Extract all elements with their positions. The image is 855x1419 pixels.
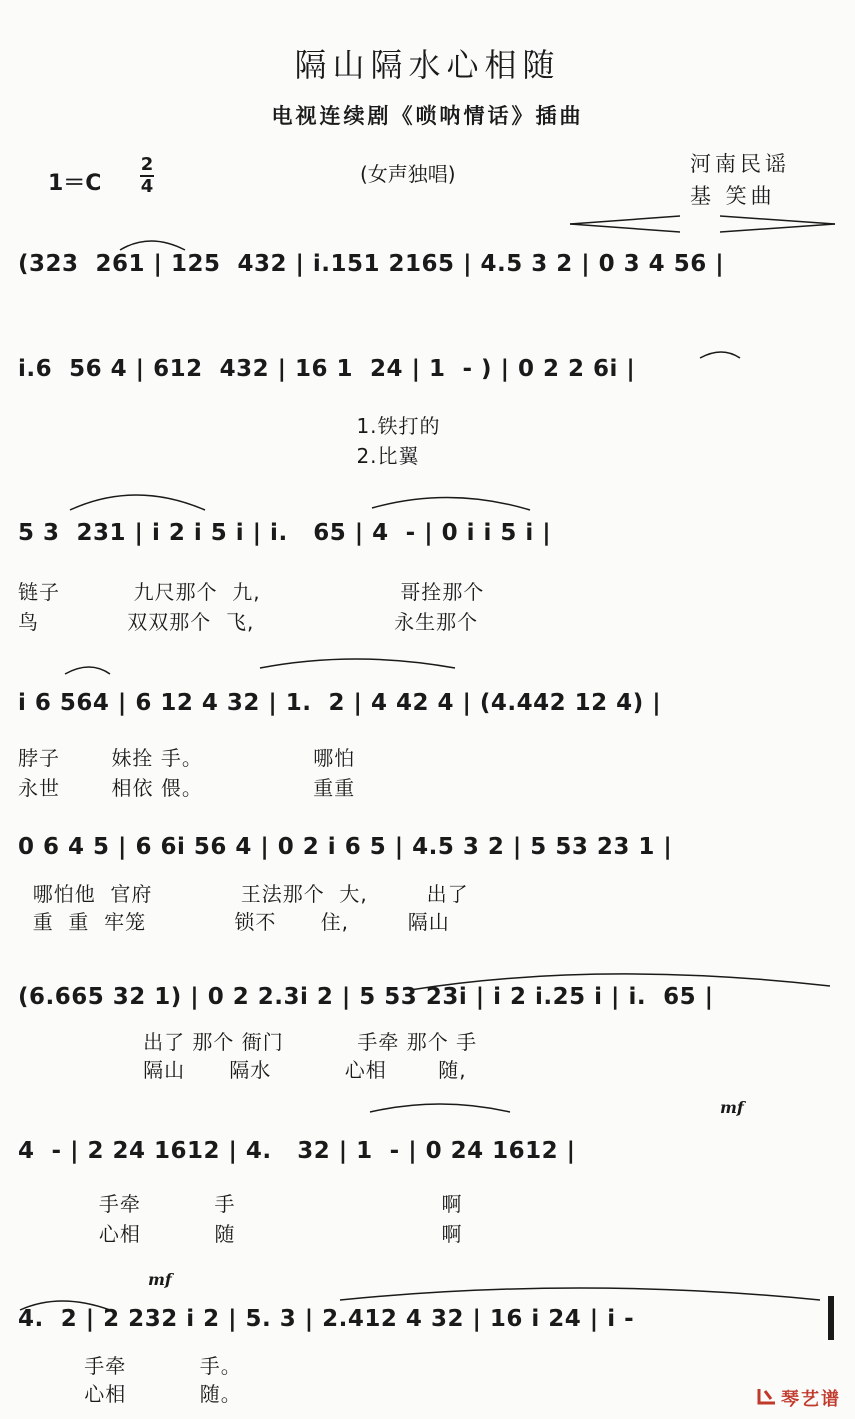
logo-icon [757, 1387, 777, 1410]
dynamic-mf-2: mf [148, 1270, 172, 1289]
song-title: 隔山隔水心相随 [294, 46, 561, 84]
notation-line: i 6 564 | 6 12 4 32 | 1. 2 | 4 42 4 | (4.442 12 4) | [18, 690, 662, 716]
dynamic-mf: mf [720, 1098, 744, 1117]
lyric-verse-1: 1.铁打的 [18, 414, 441, 438]
lyric-verse-1: 脖子 妹拴 手。 哪怕 [18, 746, 356, 770]
lyric-verse-2: 重 重 牢笼 锁不 住, 隔山 [18, 910, 450, 934]
meter-bottom: 4 [140, 176, 154, 197]
lyric-verse-1: 哪怕他 官府 王法那个 大, 出了 [18, 882, 469, 906]
lyric-verse-1: 手牵 手 啊 [18, 1192, 463, 1216]
credit-origin: 河南民谣 [690, 152, 790, 176]
watermark-text: 琴艺谱 [781, 1389, 841, 1410]
key-signature: 1＝C [48, 171, 102, 196]
lyric-verse-2: 心相 随 啊 [18, 1222, 463, 1246]
notation-line: i.6 56 4 | 612 432 | 16 1 24 | 1 - ) | 0 2 2 6i | [18, 356, 636, 382]
watermark [757, 1385, 841, 1411]
song-subtitle: 电视连续剧《唢呐情话》插曲 [271, 104, 584, 128]
lyric-verse-1: 手牵 手。 [18, 1354, 242, 1378]
lyric-verse-2: 2.比翼 [18, 444, 420, 468]
performance-mode: (女声独唱) [360, 162, 456, 186]
notation-line: 4. 2 | 2 232 i 2 | 5. 3 | 2.412 4 32 | 16 i 24 | i - [18, 1306, 635, 1332]
notation-line: 5 3 231 | i 2 i 5 i | i. 65 | 4 - | 0 i i 5 i | [18, 520, 552, 546]
meter-top: 2 [140, 154, 154, 175]
credit-composer: 基 笑曲 [690, 184, 776, 208]
lyric-verse-2: 鸟 双双那个 飞, 永生那个 [18, 610, 479, 634]
lyric-verse-2: 隔山 隔水 心相 随, [18, 1058, 467, 1082]
notation-line: 4 - | 2 24 1612 | 4. 32 | 1 - | 0 24 1612 | [18, 1138, 576, 1164]
notation-line: 0 6 4 5 | 6 6i 56 4 | 0 2 i 6 5 | 4.5 3 2 | 5 53 23 1 | [18, 834, 673, 860]
notation-line: (6.665 32 1) | 0 2 2.3i 2 | 5 53 23i | i 2 i.25 i | i. 65 | [18, 984, 714, 1010]
lyric-verse-2: 心相 随。 [18, 1382, 242, 1406]
notation-line: (323 261 | 125 432 | i.151 2165 | 4.5 3 2 | 0 3 4 56 | [18, 251, 725, 277]
lyric-verse-1: 链子 九尺那个 九, 哥拴那个 [18, 580, 485, 604]
lyric-verse-1: 出了 那个 衙门 手牵 那个 手 [18, 1030, 478, 1054]
lyric-verse-2: 永世 相依 偎。 重重 [18, 776, 356, 800]
